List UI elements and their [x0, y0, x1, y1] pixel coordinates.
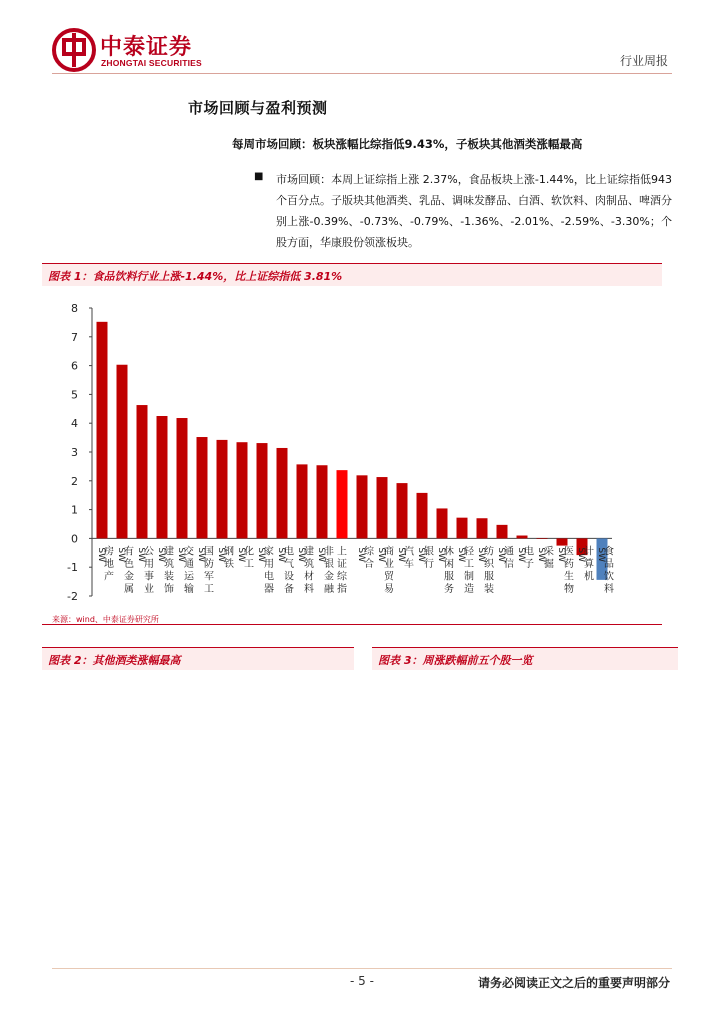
- bar: [497, 525, 508, 539]
- bar: [537, 538, 548, 539]
- x-tick-label: 有色金属: [124, 546, 134, 595]
- x-tick-label-prefix: SW: [536, 547, 546, 563]
- x-tick-label: 银行: [424, 546, 434, 570]
- x-tick-label-prefix: SW: [396, 547, 406, 563]
- figure2-title: 图表 2：其他酒类涨幅最高: [48, 654, 181, 667]
- bar: [277, 448, 288, 538]
- market-review-paragraph: 市场回顾：本周上证综指上涨 2.37%，食品板块上涨-1.44%，比上证综指低943个百分点。子版块其他酒类、乳品、调味发酵品、白酒、软饮料、肉制品、啤酒分别上涨-0.39%、-0.73%、-0.79%、-1.36%、-2.01%、-2.59%、-3.30%；个股方面，华康股份领涨板块。: [276, 173, 672, 249]
- industry-return-chart: [42, 290, 662, 612]
- bar: [557, 538, 568, 545]
- page-number: - 5 -: [350, 974, 374, 988]
- bar: [297, 464, 308, 538]
- y-tick-label: 8: [71, 302, 78, 315]
- report-type: 行业周报: [619, 54, 668, 68]
- x-tick-label: 房地产: [104, 546, 114, 583]
- bar: [97, 322, 108, 539]
- x-tick-label-prefix: SW: [316, 547, 326, 563]
- figure1-title: 图表 1：食品饮料行业上涨-1.44%，比上证综指低 3.81%: [48, 270, 343, 283]
- y-tick-label: -1: [67, 561, 78, 575]
- bar: [517, 536, 528, 539]
- x-tick-label-prefix: SW: [156, 547, 166, 563]
- footer-divider: [52, 968, 672, 969]
- x-tick-label: 休闲服务: [444, 546, 454, 595]
- bar: [237, 442, 248, 538]
- bar: [377, 477, 388, 538]
- x-tick-label-prefix: SW: [236, 547, 246, 563]
- x-tick-label: 化工: [244, 546, 254, 570]
- x-tick-label: 建筑装饰: [164, 546, 174, 595]
- x-tick-label: 轻工制造: [464, 546, 474, 595]
- x-tick-label-prefix: SW: [576, 547, 586, 563]
- bullet-icon: ■: [254, 171, 264, 182]
- x-tick-label: 电气设备: [284, 546, 294, 595]
- y-tick-label: 6: [71, 359, 78, 373]
- x-tick-label-prefix: SW: [116, 547, 126, 563]
- y-tick-label: 0: [71, 532, 78, 546]
- x-tick-label-prefix: SW: [356, 547, 366, 563]
- x-tick-label: 通信: [504, 546, 514, 570]
- x-tick-label-prefix: SW: [416, 547, 426, 563]
- x-tick-label-prefix: SW: [136, 547, 146, 563]
- figure2-header: [42, 647, 354, 670]
- x-tick-label-prefix: SW: [516, 547, 526, 563]
- x-tick-label-prefix: SW: [196, 547, 206, 563]
- x-tick-label: 医药生物: [564, 546, 574, 595]
- y-tick-label: 7: [71, 330, 78, 344]
- brand-name: 中泰证券: [100, 35, 193, 60]
- x-tick-label-prefix: SW: [256, 547, 266, 563]
- x-tick-label: 汽车: [404, 546, 414, 570]
- x-tick-label-prefix: SW: [556, 547, 566, 563]
- x-tick-label-prefix: SW: [216, 547, 226, 563]
- bar: [117, 365, 128, 539]
- header-divider: [52, 73, 672, 74]
- logo-emblem: [52, 28, 96, 72]
- x-tick-label: 家用电器: [264, 546, 274, 595]
- x-tick-label-prefix: SW: [296, 547, 306, 563]
- x-tick-label: 商业贸易: [384, 546, 394, 595]
- x-tick-label: 上证综指: [337, 546, 347, 595]
- y-tick-label: 5: [71, 388, 78, 402]
- y-tick-label: 3: [71, 446, 78, 459]
- bar: [177, 418, 188, 538]
- figure3-title: 图表 3：周涨跌幅前五个股一览: [378, 654, 533, 667]
- x-tick-label-prefix: SW: [496, 547, 506, 563]
- y-tick-label: 1: [71, 503, 78, 517]
- x-tick-label: 电子: [524, 546, 534, 570]
- y-tick-label: 2: [71, 474, 78, 488]
- bar: [197, 437, 208, 538]
- x-tick-label: 纺织服装: [484, 546, 494, 595]
- x-tick-label: 非银金融: [324, 546, 334, 595]
- section-subtitle: 每周市场回顾：板块涨幅比综指低9.43%，子板块其他酒类涨幅最高: [232, 137, 583, 151]
- x-tick-label: 交通运输: [184, 546, 194, 595]
- bar: [337, 470, 348, 538]
- bar: [217, 440, 228, 538]
- x-tick-label-prefix: SW: [596, 547, 606, 563]
- x-tick-label: 钢铁: [224, 546, 234, 570]
- footer-disclaimer: 请务必阅读正文之后的重要声明部分: [477, 976, 670, 990]
- bar: [257, 443, 268, 538]
- section-title: 市场回顾与盈利预测: [188, 99, 328, 117]
- x-tick-label: 公用事业: [144, 546, 154, 595]
- bar: [457, 518, 468, 539]
- x-tick-label-prefix: SW: [476, 547, 486, 563]
- bar: [437, 508, 448, 538]
- bar: [357, 475, 368, 538]
- x-tick-label-prefix: SW: [436, 547, 446, 563]
- bar: [317, 465, 328, 538]
- x-tick-label: 食品饮料: [604, 546, 614, 595]
- bar: [417, 493, 428, 539]
- x-tick-label: 国防军工: [204, 546, 214, 595]
- figure1-source: 来源：wind、中泰证券研究所: [52, 615, 159, 624]
- x-tick-label-prefix: SW: [176, 547, 186, 563]
- bar: [397, 483, 408, 538]
- bar: [137, 405, 148, 538]
- bar: [477, 518, 488, 538]
- y-tick-label: 4: [71, 417, 78, 431]
- figure1-header: [42, 263, 662, 286]
- brand-name-en: ZHONGTAI SECURITIES: [101, 58, 202, 68]
- x-tick-label: 综合: [364, 546, 374, 570]
- x-tick-label: 采掘: [544, 546, 554, 570]
- y-tick-label: -2: [67, 590, 78, 603]
- x-tick-label-prefix: SW: [276, 547, 286, 563]
- bar: [157, 416, 168, 538]
- figure3-header: [372, 647, 678, 670]
- x-tick-label-prefix: SW: [376, 547, 386, 563]
- x-tick-label: 建筑材料: [304, 546, 314, 595]
- x-tick-label-prefix: SW: [456, 547, 466, 563]
- x-tick-label: 计算机: [584, 546, 594, 583]
- x-tick-label-prefix: SW: [96, 547, 106, 563]
